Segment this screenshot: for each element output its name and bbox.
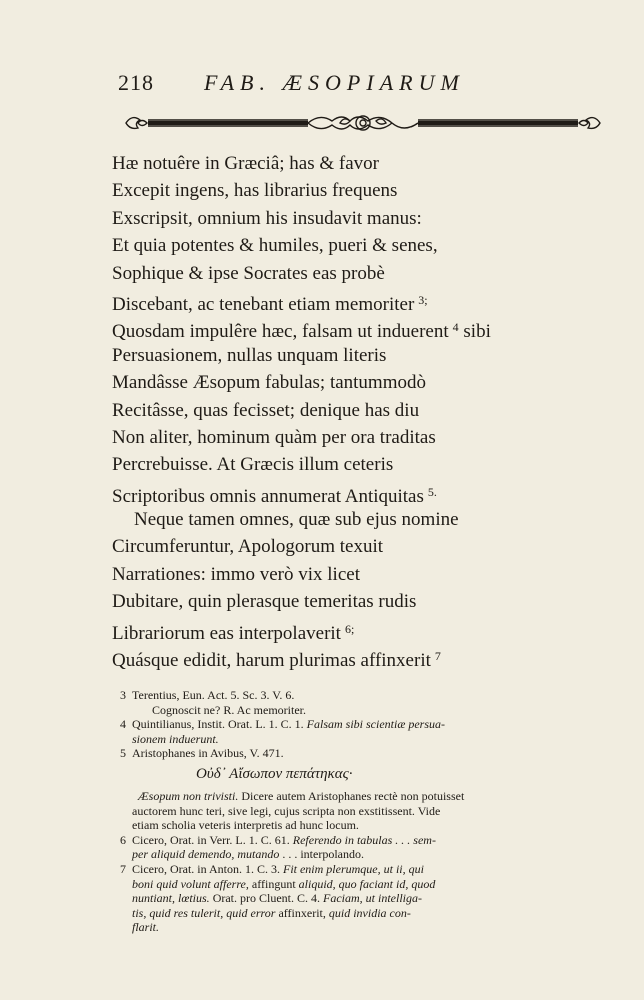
verse-line: Sophique & ipse Socrates eas probè [112, 262, 385, 284]
verse-line: Non aliter, hominum quàm per ora traditas [112, 426, 436, 448]
verse-line: Quásque edidit, harum plurimas affinxerit $^7$ [112, 649, 441, 672]
footnote-6: 6 Cicero, Orat. in Verr. L. 1. C. 61. Referendo in tabulas . . . sem- [120, 832, 436, 847]
footnote-7-cont: nuntiant, lœtius. Orat. pro Cluent. C. 4. Faciam, ut intelliga- [132, 891, 422, 906]
footnote-4-cont: sionem induerunt. [132, 731, 219, 746]
verse-line: Narrationes: immo verò vix licet [112, 563, 360, 585]
footnote-6-cont: per aliquid demendo, mutando . . . interpolando. [132, 847, 364, 862]
greek-quotation: Οὐδ᾽ Αἴσωπον πεπάτηκας· [196, 765, 353, 782]
verse-line: Dubitare, quin plerasque temeritas rudis [112, 591, 417, 613]
verse-line: Circumferuntur, Apologorum texuit [112, 536, 384, 558]
footnote-4: 4 Quintilianus, Instit. Orat. L. 1. C. 1. Falsam sibi scientiæ persua- [120, 717, 445, 732]
running-title: FAB. ÆSOPIARUM [204, 70, 465, 95]
page-header [118, 70, 538, 102]
footnotes [120, 688, 620, 935]
verse-line: Et quia potentes & humiles, pueri & senes, [112, 235, 438, 257]
verse-line: Scriptoribus omnis annumerat Antiquitas $^{5.}$ [112, 484, 437, 507]
footnote-5: 5 Aristophanes in Avibus, V. 471. [120, 746, 284, 761]
footnote-5-cont: etiam scholia veteris interpretis ad hunc locum. [132, 818, 359, 833]
verse-line: Librariorum eas interpolaverit $^{6;}$ [112, 621, 355, 644]
footnote-marker: 7 [434, 649, 441, 664]
footnote-marker: 3; [418, 292, 428, 307]
verse-line: Exscripsit, omnium his insudavit manus: [112, 207, 422, 229]
verse-line: Recitâsse, quas fecisset; denique has diu [112, 399, 420, 421]
footnote-5-cont: auctorem hunc teri, sive legi, cujus scripta non exstitissent. Vide [132, 803, 441, 818]
footnote-5-cont: Æsopum non trivisti. Dicere autem Aristophanes rectè non potuisset [138, 788, 465, 803]
verse-line: Percrebuisse. At Græcis illum ceteris [112, 454, 394, 476]
verse-line: Hæ notuêre in Græciâ; has & favor [112, 153, 379, 174]
page-number: 218 [118, 70, 154, 95]
footnote-3: 3 Terentius, Eun. Act. 5. Sc. 3. V. 6. [120, 688, 295, 702]
footnote-marker: 5. [427, 484, 437, 499]
footnote-7-cont: tis, quid res tulerit, quid error affinxerit, quid invidia con- [132, 905, 411, 920]
footnote-7: 7 Cicero, Orat. in Anton. 1. C. 3. Fit enim plerumque, ut ii, qui [120, 861, 424, 876]
verse-line: Quosdam impulêre hæc, falsam ut induerent $^4$ sibi [112, 320, 491, 343]
verse-line: Neque tamen omnes, quæ sub ejus nomine [134, 509, 459, 531]
verse-line: Persuasionem, nullas unquam literis [112, 344, 387, 366]
footnote-7-cont: boni quid volunt afferre, affingunt aliquid, quo faciant id, quod [132, 876, 436, 891]
footnote-3-cont: Cognoscit ne? R. Ac memoriter. [152, 702, 306, 717]
verse-line: Mandâsse Æsopum fabulas; tantummodò [112, 372, 426, 394]
verse-text [112, 150, 582, 670]
verse-line: Discebant, ac tenebant etiam memoriter $^{3;}$ [112, 292, 428, 315]
verse-line: Excepit ingens, has librarius frequens [112, 180, 398, 202]
footnote-marker: 4 [452, 320, 459, 335]
footnote-marker: 6; [344, 621, 355, 636]
decorative-rule-icon [118, 110, 608, 136]
footnote-7-cont: flarit. [132, 920, 160, 935]
